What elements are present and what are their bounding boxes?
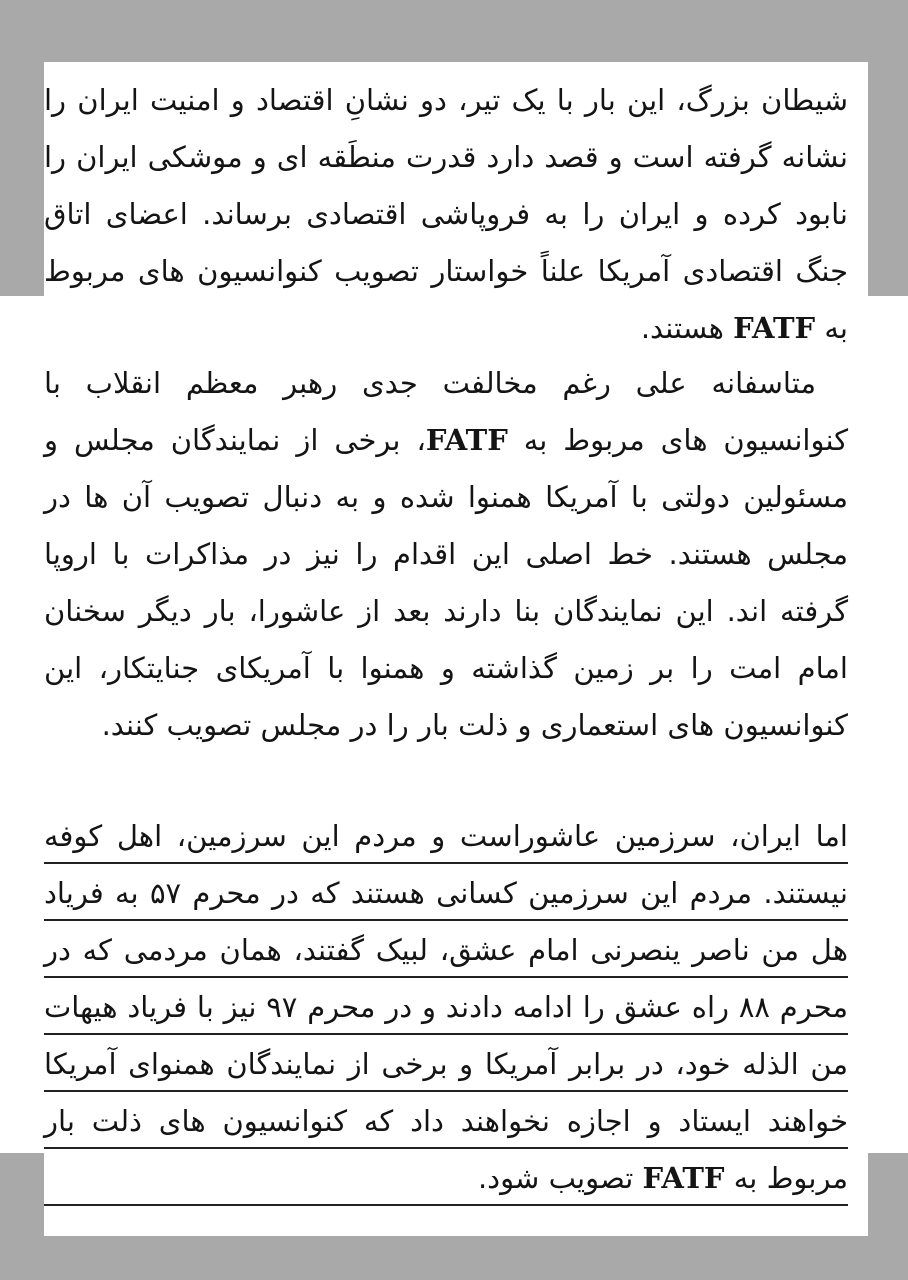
- paragraph-3-underlined: [44, 808, 848, 1207]
- paragraph-2-text: متاسفانه علی رغم مخالفت جدی رهبر معظم انقلاب با کنوانسیون های مربوط به: [44, 366, 848, 457]
- paragraph-2: [44, 355, 848, 754]
- paragraph-1: [44, 72, 848, 357]
- paragraph-3-end: تصویب شود.: [477, 1161, 643, 1195]
- paragraph-1-text: شیطان بزرگ، این بار با یک تیر، دو نشانِ اقتصاد و امنیت ایران را نشانه گرفته است و قصد دارد قدرت منطَقه ای و موشکی ایران را نابود کرده و ایران را به فروپاشی اقتصادی برساند. اعضای اتاق جنگ اقتصادی آمریکا علناً خواستار تصویب کنوانسیون های مربوط به: [44, 83, 848, 345]
- paragraph-2-end: ، برخی از نمایندگان مجلس و مسئولین دولتی با آمریکا همنوا شده و به دنبال تصویب آن ها در مجلس هستند. خط اصلی این اقدام را نیز در مذاکرات با اروپا گرفته اند. این نمایندگان بنا دارند بعد از عاشورا، بار دیگر سخنان امام امت را بر زمین گذاشته و همنوا با آمریکای جنایتکار، این کنوانسیون های استعماری و ذلت بار را در مجلس تصویب کنند.: [44, 423, 848, 742]
- paragraph-3-text: اما ایران، سرزمین عاشوراست و مردم این سرزمین، اهل کوفه نیستند. مردم این سرزمین کسانی هستند که در محرم ۵۷ به فریاد هل من ناصر ینصرنی امام عشق، لبیک گفتند، همان مردمی که در محرم ۸۸ راه عشق را ادامه دادند و در محرم ۹۷ نیز با فریاد هیهات من الذله خود، در برابر آمریکا و برخی از نمایندگان همنوای آمریکا خواهند ایستاد و اجازه نخواهند داد که کنوانسیون های ذلت بار مربوط به: [44, 819, 849, 1195]
- fatf-term: FATF: [733, 311, 816, 345]
- fatf-term: FATF: [425, 423, 508, 457]
- fatf-term: FATF: [642, 1161, 725, 1195]
- paragraph-1-end: هستند.: [640, 311, 734, 345]
